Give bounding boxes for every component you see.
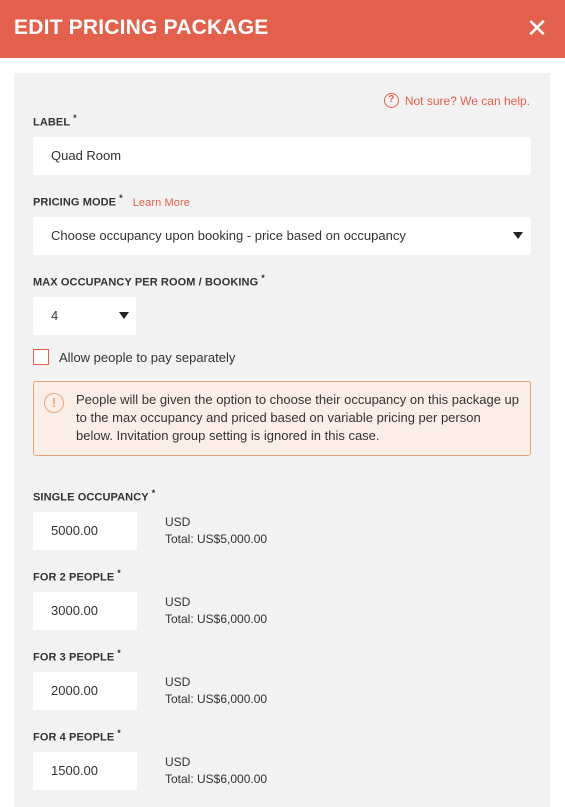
currency-label: USD xyxy=(165,595,191,609)
label-input[interactable]: Quad Room xyxy=(33,137,531,175)
question-icon: ? xyxy=(384,93,399,108)
notice-text: People will be given the option to choose their occupancy on this package up to the max occupancy and priced based on variable pricing per person below. Invitation group setting is ignored in this case. xyxy=(76,392,520,443)
total-label: Total: US$6,000.00 xyxy=(165,772,268,786)
price-input-4[interactable]: 1500.00 xyxy=(33,752,137,790)
price-label-1 xyxy=(33,488,155,504)
max-occupancy-value: 4 xyxy=(51,308,59,323)
pay-separately-row xyxy=(33,349,235,365)
total-label: Total: US$6,000.00 xyxy=(165,612,268,626)
price-label-text: FOR 4 PEOPLE xyxy=(33,731,115,744)
form-panel xyxy=(14,73,550,807)
pay-separately-label: Allow people to pay separately xyxy=(59,349,236,365)
price-input-1[interactable]: 5000.00 xyxy=(33,512,137,550)
total-label: Total: US$6,000.00 xyxy=(165,692,268,706)
price-label-text: FOR 3 PEOPLE xyxy=(33,651,115,664)
pricing-mode-label xyxy=(33,193,190,209)
currency-label: USD xyxy=(165,675,191,689)
info-notice xyxy=(33,381,531,456)
price-label-text: FOR 2 PEOPLE xyxy=(33,571,115,584)
price-meta-1 xyxy=(165,514,267,548)
required-marker: * xyxy=(119,193,123,203)
pay-separately-checkbox[interactable] xyxy=(33,349,49,365)
required-marker: * xyxy=(117,648,121,658)
modal-title: EDIT PRICING PACKAGE xyxy=(14,16,269,39)
currency-label: USD xyxy=(165,515,191,529)
pricing-mode-text: PRICING MODE xyxy=(33,196,117,209)
chevron-down-icon xyxy=(119,312,129,319)
price-meta-2 xyxy=(165,594,267,628)
price-label-3 xyxy=(33,648,121,664)
help-link[interactable] xyxy=(384,93,530,108)
price-label-text: SINGLE OCCUPANCY xyxy=(33,491,149,504)
max-occupancy-text: MAX OCCUPANCY PER ROOM / BOOKING xyxy=(33,276,259,289)
help-text: Not sure? We can help. xyxy=(404,93,530,108)
total-label: Total: US$5,000.00 xyxy=(165,532,268,546)
required-marker: * xyxy=(151,488,156,498)
price-meta-3 xyxy=(165,674,267,708)
label-text: LABEL xyxy=(33,116,71,129)
learn-more-link[interactable]: Learn More xyxy=(132,196,190,209)
price-meta-4 xyxy=(165,754,267,788)
pricing-mode-select[interactable] xyxy=(33,217,531,255)
alert-icon: ! xyxy=(44,393,64,413)
max-occupancy-label xyxy=(33,273,265,289)
price-input-3[interactable]: 2000.00 xyxy=(33,672,137,710)
required-marker: * xyxy=(117,568,121,578)
price-label-2 xyxy=(33,568,121,584)
price-label-4 xyxy=(33,728,121,744)
required-marker: * xyxy=(261,273,265,283)
required-marker: * xyxy=(117,728,121,738)
required-marker: * xyxy=(73,113,77,123)
chevron-down-icon xyxy=(513,232,523,239)
pricing-mode-value: Choose occupancy upon booking - price based on occupancy xyxy=(51,228,406,243)
label-field-label xyxy=(33,113,77,129)
modal-header xyxy=(0,0,565,58)
close-icon[interactable]: ✕ xyxy=(526,13,548,43)
price-input-2[interactable]: 3000.00 xyxy=(33,592,137,630)
max-occupancy-select[interactable] xyxy=(33,297,136,335)
currency-label: USD xyxy=(165,755,191,769)
